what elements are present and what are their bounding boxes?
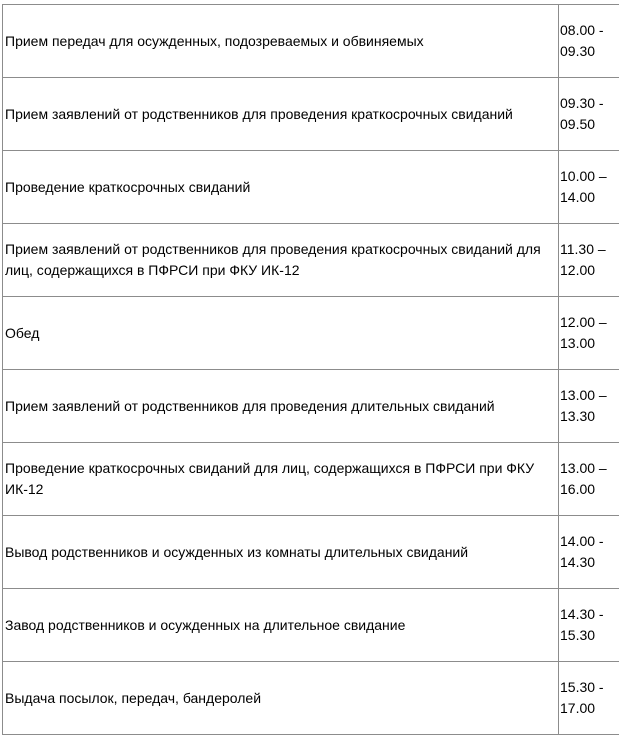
table-row bbox=[3, 151, 619, 224]
table-row bbox=[3, 443, 619, 516]
table-row bbox=[3, 589, 619, 662]
time-cell: 08.00 - 09.30 bbox=[559, 5, 619, 78]
table-row bbox=[3, 516, 619, 589]
time-cell: 15.30 - 17.00 bbox=[559, 662, 619, 735]
schedule-table bbox=[2, 4, 619, 735]
activity-cell: Завод родственников и осужденных на длительное свидание bbox=[3, 589, 559, 662]
activity-cell: Прием заявлений от родственников для проведения краткосрочных свиданий bbox=[3, 78, 559, 151]
activity-cell: Выдача посылок, передач, бандеролей bbox=[3, 662, 559, 735]
activity-cell: Прием заявлений от родственников для проведения длительных свиданий bbox=[3, 370, 559, 443]
time-cell: 13.00 – 13.30 bbox=[559, 370, 619, 443]
activity-cell: Проведение краткосрочных свиданий для лиц, содержащихся в ПФРСИ при ФКУ ИК-12 bbox=[3, 443, 559, 516]
activity-cell: Обед bbox=[3, 297, 559, 370]
activity-cell: Прием заявлений от родственников для проведения краткосрочных свиданий для лиц, содержащихся в ПФРСИ при ФКУ ИК-12 bbox=[3, 224, 559, 297]
time-cell: 10.00 – 14.00 bbox=[559, 151, 619, 224]
time-cell: 12.00 – 13.00 bbox=[559, 297, 619, 370]
table-row bbox=[3, 297, 619, 370]
table-row bbox=[3, 5, 619, 78]
table-row bbox=[3, 662, 619, 735]
time-cell: 11.30 – 12.00 bbox=[559, 224, 619, 297]
time-cell: 14.30 - 15.30 bbox=[559, 589, 619, 662]
activity-cell: Проведение краткосрочных свиданий bbox=[3, 151, 559, 224]
time-cell: 13.00 – 16.00 bbox=[559, 443, 619, 516]
table-row bbox=[3, 370, 619, 443]
time-cell: 09.30 - 09.50 bbox=[559, 78, 619, 151]
table-row bbox=[3, 224, 619, 297]
activity-cell: Вывод родственников и осужденных из комнаты длительных свиданий bbox=[3, 516, 559, 589]
table-row bbox=[3, 78, 619, 151]
activity-cell: Прием передач для осужденных, подозреваемых и обвиняемых bbox=[3, 5, 559, 78]
time-cell: 14.00 - 14.30 bbox=[559, 516, 619, 589]
